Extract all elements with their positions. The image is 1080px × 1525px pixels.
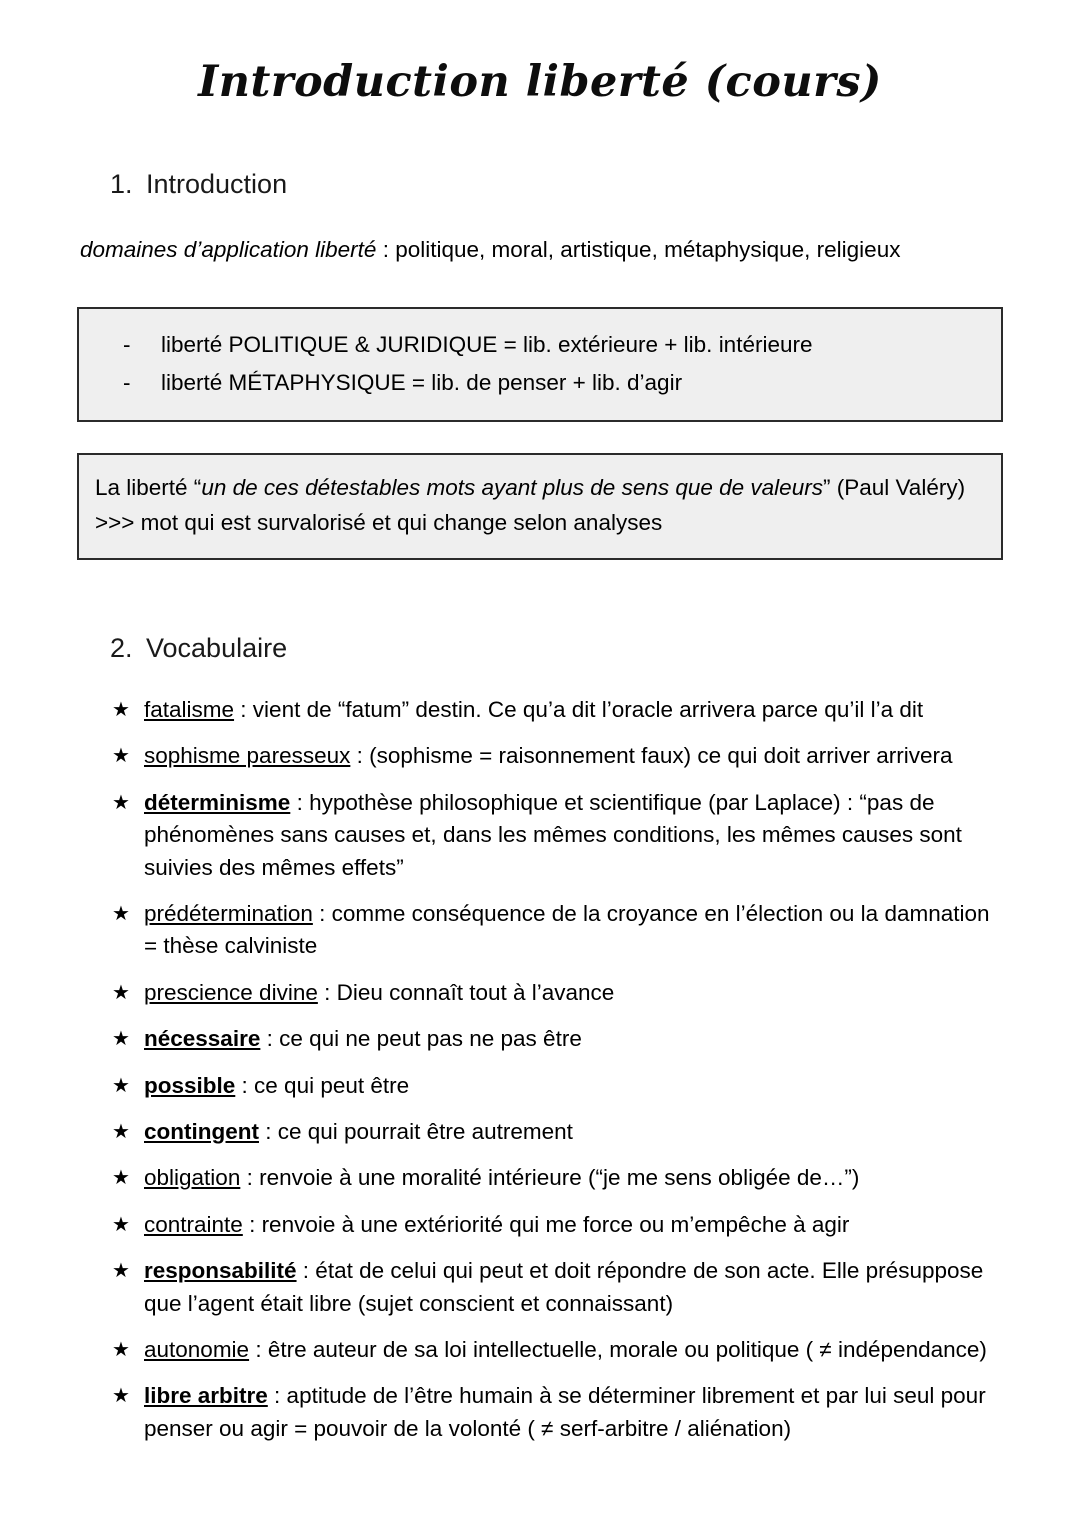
vocabulary-entry	[144, 694, 1002, 726]
callout-valery-quote	[77, 453, 1003, 560]
callout-liberty-types	[77, 307, 1003, 423]
list-item	[112, 1116, 1002, 1148]
section-heading-introduction	[0, 169, 1080, 200]
vocabulary-list	[0, 694, 1080, 1445]
list-item	[112, 1209, 1002, 1241]
list-item	[112, 694, 1002, 726]
star-bullet-icon: ★	[112, 1213, 130, 1236]
list-item	[112, 1070, 1002, 1102]
vocabulary-definition: : ce qui pourrait être autrement	[258, 1118, 573, 1144]
vocabulary-definition: : être auteur de sa loi intellectuelle, morale ou politique ( ≠ indépendance)	[249, 1336, 987, 1362]
vocabulary-definition: : hypothèse philosophique et scientifique (par Laplace) : “pas de phénomènes sans causes et, dans les mêmes conditions, les mêmes causes sont suivies des mêmes effets”	[144, 789, 962, 880]
vocabulary-entry	[144, 1380, 1002, 1445]
vocabulary-definition: : ce qui peut être	[235, 1072, 410, 1098]
section-label: Introduction	[146, 169, 288, 200]
vocabulary-definition: : ce qui ne peut pas ne pas être	[260, 1026, 582, 1052]
dash-bullet-icon: -	[123, 369, 131, 395]
vocabulary-definition: : renvoie à une moralité intérieure (“je me sens obligée de…”)	[240, 1165, 860, 1191]
vocabulary-definition: : renvoie à une extériorité qui me force ou m’empêche à agir	[242, 1211, 850, 1237]
vocabulary-entry	[144, 787, 1002, 884]
vocabulary-definition: : (sophisme = raisonnement faux) ce qui doit arriver arrivera	[350, 743, 953, 769]
vocabulary-definition: : état de celui qui peut et doit répondre de son acte. Elle présuppose que l’agent était libre (sujet conscient et connaissant)	[144, 1258, 984, 1316]
vocabulary-entry	[144, 1209, 1002, 1241]
quote-italic-text: un de ces détestables mots ayant plus de sens que de valeurs	[201, 475, 823, 501]
list-item	[99, 364, 981, 402]
vocabulary-definition: : vient de “fatum” destin. Ce qu’a dit l’oracle arrivera parce qu’il l’a dit	[234, 697, 924, 723]
star-bullet-icon: ★	[112, 981, 130, 1004]
list-item	[112, 1334, 1002, 1366]
page-title: Introduction liberté (cours)	[198, 57, 882, 107]
vocabulary-term: nécessaire	[144, 1026, 261, 1052]
vocabulary-definition: : aptitude de l’être humain à se déterminer librement et par lui seul pour penser ou agir = pouvoir de la volonté ( ≠ serf-arbitre / aliénation)	[144, 1383, 986, 1441]
section-number: 2.	[110, 633, 133, 664]
star-bullet-icon: ★	[112, 903, 130, 926]
vocabulary-entry	[144, 1023, 1002, 1055]
vocabulary-entry	[144, 898, 1002, 963]
vocabulary-entry	[144, 1255, 1002, 1320]
list-item	[112, 740, 1002, 772]
star-bullet-icon: ★	[112, 1074, 130, 1097]
list-item-text: liberté MÉTAPHYSIQUE = lib. de penser + lib. d’agir	[161, 369, 683, 395]
vocabulary-term: possible	[144, 1072, 236, 1098]
section-label: Vocabulaire	[146, 633, 288, 664]
list-item	[112, 787, 1002, 884]
list-item	[112, 977, 1002, 1009]
section-number: 1.	[110, 169, 133, 200]
star-bullet-icon: ★	[112, 1385, 130, 1408]
vocabulary-entry	[144, 1070, 1002, 1102]
quote-suffix: ” (Paul Valéry)	[822, 475, 966, 501]
star-bullet-icon: ★	[112, 791, 130, 814]
vocabulary-term: déterminisme	[144, 789, 291, 815]
domains-rest: : politique, moral, artistique, métaphysique, religieux	[376, 237, 901, 263]
vocabulary-term: responsabilité	[144, 1258, 297, 1284]
dash-bullet-list	[99, 326, 981, 402]
dash-bullet-icon: -	[123, 331, 131, 357]
vocabulary-entry	[144, 977, 1002, 1009]
vocabulary-term: obligation	[144, 1165, 241, 1191]
vocabulary-term: contingent	[144, 1118, 259, 1144]
vocabulary-definition: : Dieu connaît tout à l’avance	[317, 979, 615, 1005]
list-item-text: liberté POLITIQUE & JURIDIQUE = lib. extérieure + lib. intérieure	[161, 331, 813, 357]
vocabulary-entry	[144, 1334, 1002, 1366]
quote-line-attribution	[95, 471, 985, 506]
vocabulary-entry	[144, 740, 1002, 772]
list-item	[112, 1162, 1002, 1194]
vocabulary-term: prédétermination	[144, 901, 313, 927]
star-bullet-icon: ★	[112, 1260, 130, 1283]
list-item	[112, 1380, 1002, 1445]
vocabulary-entry	[144, 1162, 1002, 1194]
quote-line-comment: >>> mot qui est survalorisé et qui change selon analyses	[95, 510, 663, 536]
vocabulary-definition: : comme conséquence de la croyance en l’élection ou la damnation = thèse calviniste	[144, 901, 990, 959]
list-item	[112, 898, 1002, 963]
domains-paragraph	[0, 235, 1080, 265]
vocabulary-term: contrainte	[144, 1211, 243, 1237]
quote-prefix: La liberté “	[95, 475, 202, 501]
vocabulary-term: autonomie	[144, 1336, 250, 1362]
vocabulary-term: sophisme paresseux	[144, 743, 351, 769]
star-bullet-icon: ★	[112, 1167, 130, 1190]
vocabulary-entry	[144, 1116, 1002, 1148]
vocabulary-term: fatalisme	[144, 697, 235, 723]
list-item	[99, 326, 981, 364]
list-item	[112, 1255, 1002, 1320]
star-bullet-icon: ★	[112, 745, 130, 768]
list-item	[112, 1023, 1002, 1055]
vocabulary-term: libre arbitre	[144, 1383, 268, 1409]
star-bullet-icon: ★	[112, 1028, 130, 1051]
domains-emphasis: domaines d’application liberté	[80, 237, 377, 263]
vocabulary-term: prescience divine	[144, 979, 318, 1005]
section-heading-vocabulaire	[0, 633, 1080, 664]
star-bullet-icon: ★	[112, 1120, 130, 1143]
star-bullet-icon: ★	[112, 1338, 130, 1361]
star-bullet-icon: ★	[112, 699, 130, 722]
